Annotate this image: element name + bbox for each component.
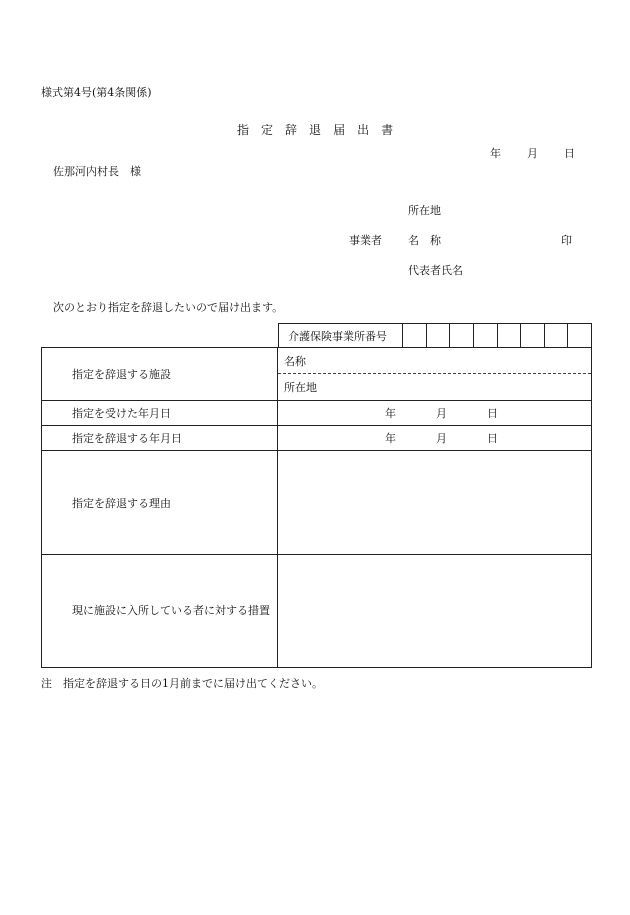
withdrawal-date-label: 指定を辞退する年月日 — [42, 426, 278, 451]
intro-text: 次のとおり指定を辞退したいので届け出ます。 — [53, 301, 284, 314]
service-number-digit[interactable] — [521, 324, 545, 348]
representative-label: 代表者氏名 — [408, 264, 463, 277]
name-label: 名 称 — [408, 234, 441, 247]
service-number-digit[interactable] — [498, 324, 522, 348]
measures-label: 現に施設に入所している者に対する措置 — [72, 604, 270, 617]
day-unit: 日 — [487, 407, 498, 420]
date-year-label: 年 — [490, 147, 501, 160]
submission-date — [490, 148, 575, 159]
title-char: 指 — [237, 123, 250, 137]
service-number-digit[interactable] — [403, 324, 427, 348]
measures-label-cell — [42, 555, 278, 668]
service-number-box — [278, 323, 592, 348]
facility-address-label: 所在地 — [284, 381, 317, 394]
facility-cell — [278, 348, 592, 401]
note-text: 注 指定を辞退する日の1月前までに届け出てください。 — [41, 677, 323, 690]
service-number-digit[interactable] — [568, 324, 591, 348]
title-char: 辞 — [285, 123, 298, 137]
service-number-digit[interactable] — [474, 324, 498, 348]
month-unit: 月 — [436, 407, 447, 420]
facility-address-field[interactable] — [278, 374, 591, 400]
month-unit: 月 — [436, 432, 447, 445]
measures-field[interactable] — [278, 555, 592, 668]
reason-field[interactable] — [278, 451, 592, 555]
withdrawal-table — [41, 347, 592, 668]
title-char: 届 — [333, 123, 346, 137]
date-day-label: 日 — [564, 147, 575, 160]
facility-label: 指定を辞退する施設 — [42, 348, 278, 401]
address-label: 所在地 — [408, 204, 441, 217]
service-number-digit[interactable] — [450, 324, 474, 348]
title-char: 定 — [261, 123, 274, 137]
title-char: 書 — [381, 123, 394, 137]
designated-date-field[interactable] — [278, 401, 592, 426]
addressee: 佐那河内村長 様 — [53, 165, 141, 178]
day-unit: 日 — [487, 432, 498, 445]
title-char: 出 — [357, 123, 370, 137]
year-unit: 年 — [385, 407, 396, 420]
business-label: 事業者 — [349, 234, 382, 247]
designated-date-label: 指定を受けた年月日 — [42, 401, 278, 426]
service-number-label: 介護保険事業所番号 — [279, 324, 403, 348]
title-char: 退 — [309, 123, 322, 137]
facility-name-field[interactable] — [278, 348, 591, 374]
document-title — [237, 124, 393, 136]
year-unit: 年 — [385, 432, 396, 445]
facility-name-label: 名称 — [284, 354, 306, 368]
date-month-label: 月 — [527, 147, 538, 160]
reason-label: 指定を辞退する理由 — [42, 451, 278, 555]
service-number-digit[interactable] — [427, 324, 451, 348]
service-number-digit[interactable] — [545, 324, 569, 348]
seal-mark: 印 — [561, 234, 572, 247]
withdrawal-date-field[interactable] — [278, 426, 592, 451]
form-number: 様式第4号(第4条関係) — [41, 86, 152, 99]
